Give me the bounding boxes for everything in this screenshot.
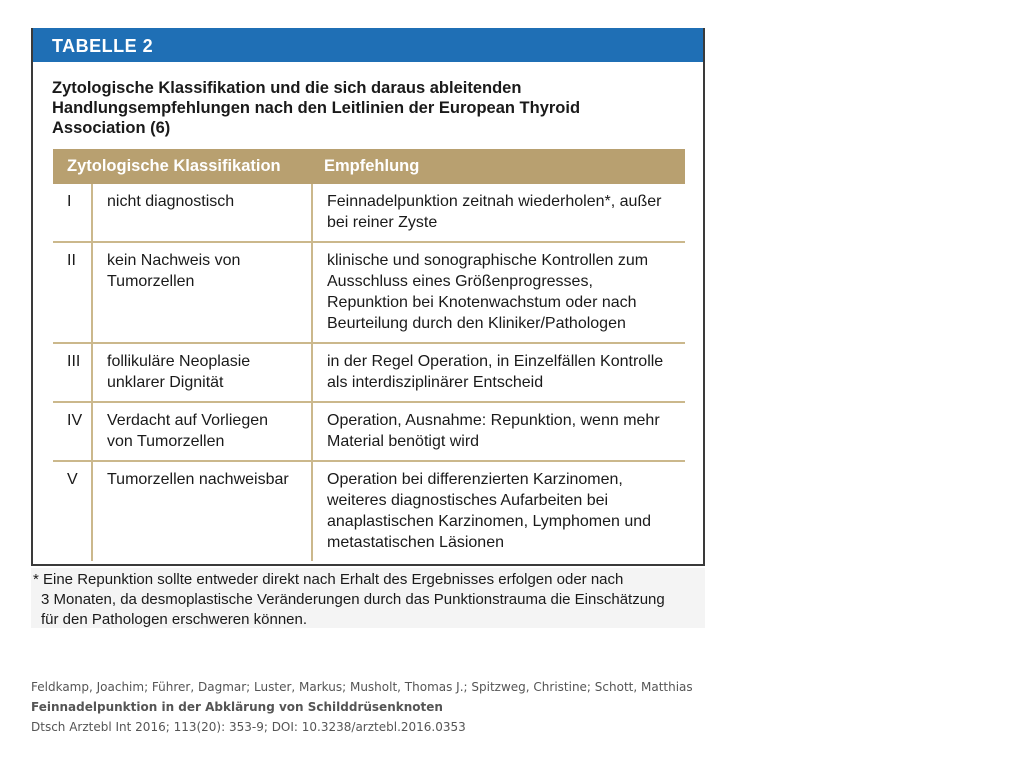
table-row: [53, 461, 685, 561]
citation: [31, 677, 693, 737]
table-card: [31, 28, 705, 566]
table-row: [53, 184, 685, 242]
table-header-bar: [33, 28, 703, 62]
footnote-line: * Eine Repunktion sollte entweder direkt nach Erhalt des Ergebnisses erfolgen oder nach: [33, 571, 624, 588]
table-label: TABELLE 2: [52, 36, 154, 56]
table-row: [53, 242, 685, 343]
citation-article-title: Feinnadelpunktion in der Abklärung von Schilddrüsenknoten: [31, 700, 443, 714]
row-classification: Verdacht auf Vorliegen von Tumorzellen: [92, 402, 312, 461]
table-header-row: [53, 149, 685, 184]
row-recommendation: in der Regel Operation, in Einzelfällen Kontrolle als interdisziplinärer Entscheid: [312, 343, 685, 402]
footnote-line: 3 Monaten, da desmoplastische Veränderungen durch das Punktionstrauma die Einschätzung: [41, 591, 665, 608]
row-number: I: [53, 184, 92, 242]
citation-authors: Feldkamp, Joachim; Führer, Dagmar; Luster, Markus; Musholt, Thomas J.; Spitzweg, Christine; Schott, Matthias: [31, 680, 693, 694]
row-number: V: [67, 471, 78, 488]
table-row: [53, 343, 685, 402]
row-classification: nicht diagnostisch: [92, 184, 312, 242]
footnote: [31, 568, 705, 628]
row-classification: follikuläre Neoplasie unklarer Dignität: [92, 343, 312, 402]
classification-table: [53, 149, 685, 561]
table-title: Zytologische Klassifikation und die sich daraus ableitenden Handlungsempfehlungen nach den Leitlinien der European Thyroid Association (6): [52, 79, 581, 137]
citation-source: Dtsch Arztebl Int 2016; 113(20): 353-9; DOI: 10.3238/arztebl.2016.0353: [31, 720, 466, 734]
row-number: II: [53, 242, 92, 343]
row-classification: Tumorzellen nachweisbar: [92, 461, 312, 561]
row-number: III: [53, 343, 92, 402]
row-recommendation: Operation bei differenzierten Karzinomen, weiteres diagnostisches Aufarbeiten bei anaplastischen Karzinomen, Lymphomen und metastatischen Läsionen: [327, 471, 652, 551]
row-recommendation: Operation, Ausnahme: Repunktion, wenn mehr Material benötigt wird: [312, 402, 685, 461]
column-header-recommendation: Empfehlung: [312, 149, 685, 184]
row-classification: kein Nachweis von Tumorzellen: [92, 242, 312, 343]
row-recommendation: Feinnadelpunktion zeitnah wiederholen*, außer bei reiner Zyste: [312, 184, 685, 242]
column-header-classification: Zytologische Klassifikation: [53, 149, 312, 184]
row-number: IV: [53, 402, 92, 461]
table-row: [53, 402, 685, 461]
row-recommendation: klinische und sonographische Kontrollen zum Ausschluss eines Größenprogresses, Repunktion bei Knotenwachstum oder nach Beurteilung durch den Kliniker/Pathologen: [312, 242, 685, 343]
footnote-line: für den Pathologen erschweren können.: [41, 611, 308, 628]
